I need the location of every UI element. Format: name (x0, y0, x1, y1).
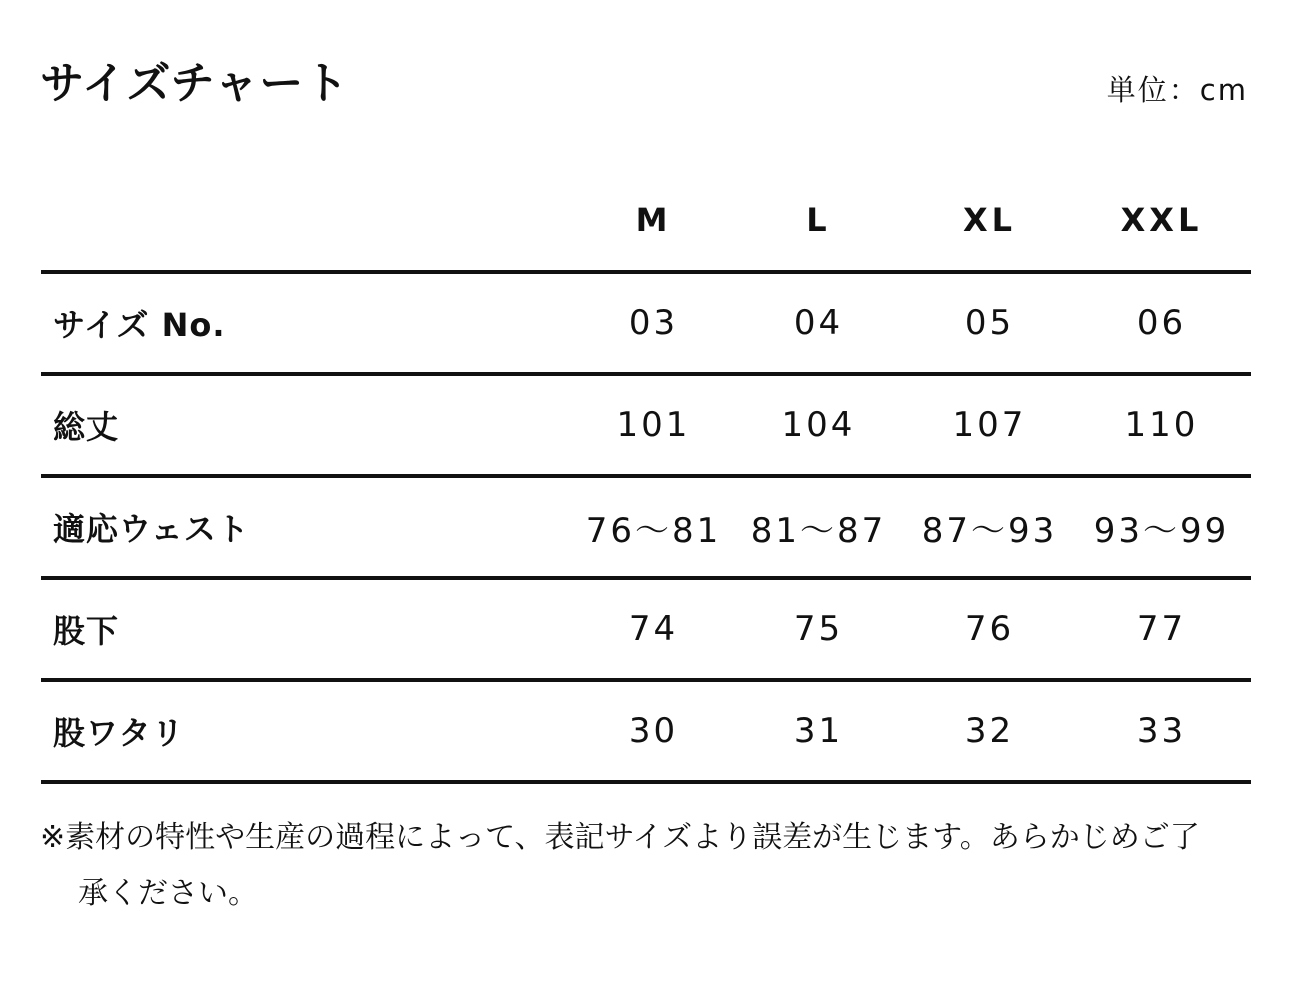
size-header-xxl: XXL (1120, 201, 1203, 239)
table-cell: 74 (628, 609, 679, 649)
table-cell: 76 (964, 609, 1015, 649)
table-cell: 03 (628, 303, 679, 343)
table-cell: 101 (616, 405, 691, 445)
table-cell: 110 (1124, 405, 1199, 445)
size-header-xl: XL (962, 201, 1017, 239)
table-cell: 87～93 (921, 510, 1058, 551)
row-label: 適応ウェスト (53, 510, 250, 548)
table-row (41, 576, 1251, 678)
size-header-m: M (635, 201, 672, 239)
note-line-2: 承ください。 (78, 876, 258, 911)
table-cell: 93～99 (1093, 510, 1230, 551)
table-cell: 107 (952, 405, 1027, 445)
table-row (41, 678, 1251, 784)
table-cell: 81～87 (750, 510, 887, 551)
table-cell: 104 (781, 405, 856, 445)
size-table (41, 170, 1251, 784)
table-cell: 33 (1136, 711, 1187, 751)
table-cell: 76～81 (585, 510, 722, 551)
table-cell: 77 (1136, 609, 1187, 649)
row-label: 総丈 (53, 408, 120, 446)
disclaimer-note (40, 810, 1255, 922)
table-row (41, 270, 1251, 372)
table-row (41, 474, 1251, 576)
table-row (41, 372, 1251, 474)
table-cell: 04 (793, 303, 844, 343)
size-header-row (41, 170, 1251, 270)
table-cell: 06 (1136, 303, 1187, 343)
row-label: 股ワタリ (53, 714, 185, 752)
table-cell: 05 (964, 303, 1015, 343)
row-label: サイズ No. (53, 306, 226, 344)
unit-label: 単位：cm (1106, 73, 1248, 107)
note-line-1: ※素材の特性や生産の過程によって、表記サイズより誤差が生じます。あらかじめご了 (40, 820, 1200, 855)
page-title: サイズチャート (40, 58, 350, 109)
table-cell: 30 (628, 711, 679, 751)
size-header-l: L (806, 201, 831, 239)
table-cell: 75 (793, 609, 844, 649)
table-cell: 32 (964, 711, 1015, 751)
row-label: 股下 (53, 612, 120, 650)
table-cell: 31 (793, 711, 844, 751)
